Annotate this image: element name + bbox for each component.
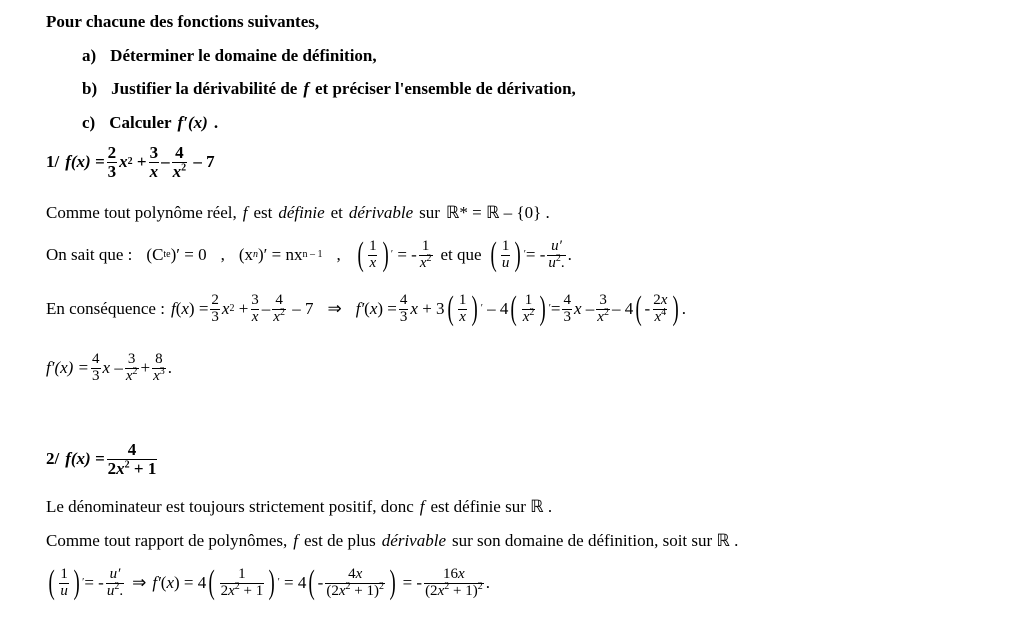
ex1-line1-der: dérivable xyxy=(348,203,414,222)
item-b xyxy=(82,79,576,99)
ex1-line1-f: f xyxy=(242,203,248,222)
ex1-line1-sur: sur xyxy=(419,203,440,222)
ex2-line2-post: sur son domaine de définition, soit sur ℝ . xyxy=(452,531,739,550)
ex2-line3: ( $\frac{1}{u}$ ) ′ = - $\frac{u'}{u^2.}$ ⇒ f′ ( x ) = 4 ( $\frac{1}{2x^2 + 1}$ ) ′ = 4 ( - $\frac{4x}{(2x^2 + 1)^2}$ ) = - $\frac{16x}{(2x^2 + 1)^2}$ . xyxy=(48,564,490,601)
ex1-result-label: f′(x) = xyxy=(46,358,90,378)
ex2-number: 2/ xyxy=(46,449,60,469)
ex2-fx-label: f(x) = xyxy=(65,449,105,469)
ex1-line2-et: et que xyxy=(440,245,482,264)
ex1-line1 xyxy=(46,203,550,223)
item-b-var: f xyxy=(303,79,309,98)
ex1-line2-pre: On sait que : xyxy=(46,245,133,264)
ex1-line1-set: ℝ* = ℝ – {0} . xyxy=(445,203,550,222)
ex1-fx-label: f(x) = xyxy=(65,152,105,172)
ex1-line1-def: définie xyxy=(278,203,325,222)
ex1-line3: En conséquence : f ( x ) = $\frac{2}{3}$ x 2 + $\frac{3}{x}$ – $\frac{4}{x^2}$ – 7 ⇒ f′ ( x ) = $\frac{4}{3}$ x + 3 ( $\frac{1}{x}$ ) ′ – 4 ( $\frac{1}{x^2}$ ) ′ = $\frac{4}{3}$ x – $\frac{3}{x^2}$ – 4 ( - $\frac{2x}{x^4}$ ) . xyxy=(46,290,686,327)
ex1-frac-4-x2: $\frac{4}{x^2}$ xyxy=(172,143,187,181)
item-b-label: b) xyxy=(82,79,98,98)
ex1-heading: 1/ f(x) = $\frac{2}{3}$ x 2 + $\frac{3}{x}$ – $\frac{4}{x^2}$ – 7 xyxy=(46,143,215,181)
ex2-heading xyxy=(46,441,159,478)
ex2-line1-post: est définie sur ℝ . xyxy=(430,497,553,516)
ex2-line2-f: f xyxy=(293,531,299,550)
ex1-line4: f′(x) = $\frac{4}{3}$ x – $\frac{3}{x^2}$ + $\frac{8}{x^3}$ . xyxy=(46,351,173,384)
item-a-label: a) xyxy=(82,46,97,65)
item-c-label: c) xyxy=(82,113,96,132)
item-a xyxy=(82,46,377,66)
item-c-text-post: . xyxy=(213,113,219,132)
item-c-expr: f′(x) xyxy=(177,113,208,132)
ex2-line2-der: dérivable xyxy=(381,531,446,550)
item-b-text-pre: Justifier la dérivabilité de xyxy=(111,79,298,98)
ex1-line1-et: et xyxy=(330,203,343,222)
ex2-line2-pre: Comme tout rapport de polynômes, xyxy=(46,531,288,550)
ex1-line1-est: est xyxy=(253,203,273,222)
ex1-line3-pre: En conséquence : xyxy=(46,299,165,318)
ex1-number: 1/ xyxy=(46,152,60,172)
ex2-line1 xyxy=(46,497,552,517)
ex2-line1-pre: Le dénominateur est toujours strictement positif, donc xyxy=(46,497,414,516)
item-b-text-post: et préciser l'ensemble de dérivation, xyxy=(315,79,576,98)
ex2-line2-mid: est de plus xyxy=(304,531,376,550)
item-a-text: Déterminer le domaine de définition, xyxy=(110,46,377,65)
ex2-frac: $\frac{4}{2x^2 + 1}$ xyxy=(107,440,157,478)
item-c-text-pre: Calculer xyxy=(109,113,172,132)
ex1-power-open: (x xyxy=(238,245,254,264)
intro-text: Pour chacune des fonctions suivantes, xyxy=(46,12,320,31)
ex1-line1-pre: Comme tout polynôme réel, xyxy=(46,203,237,222)
ex1-sep: , xyxy=(220,245,225,264)
ex2-line2 xyxy=(46,531,738,551)
ex1-power-post: )′ = nx xyxy=(258,245,303,264)
ex1-frac-3-x: $\frac{3}{x}$ xyxy=(149,143,159,181)
ex1-line2: On sait que : (C te )′ = 0 , (x n )′ = nx n – 1 , ( $\frac{1}{x}$ ) ′ = - $\frac{1}{x^2}$ et que ( $\frac{1}{u}$ ) ′ = - $\frac{u'}{u^2.}$ . xyxy=(46,236,572,273)
ex2-line1-f: f xyxy=(419,497,425,516)
ex1-const-post: )′ = 0 xyxy=(170,245,207,264)
ex1-const-open: (C xyxy=(146,245,164,264)
ex1-frac-2-3: $\frac{2}{3}$ xyxy=(107,143,117,181)
item-c xyxy=(82,113,218,133)
